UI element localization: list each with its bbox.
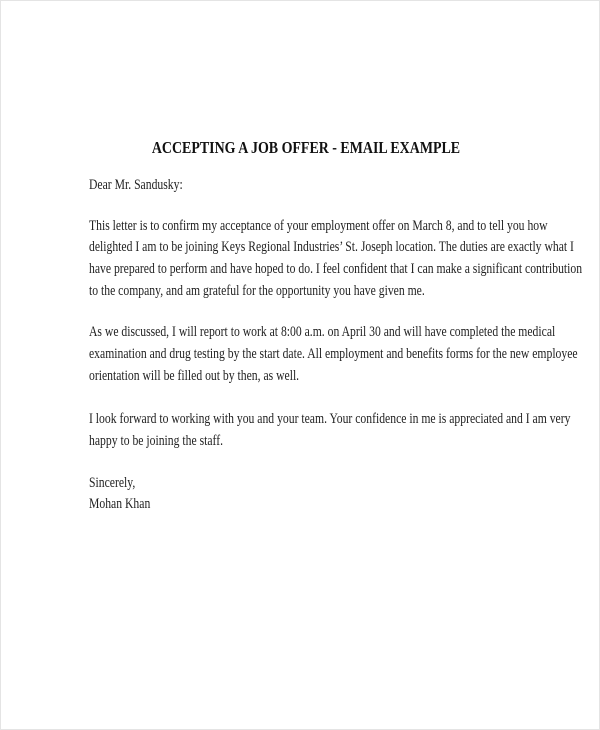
paragraph-1-line: This letter is to confirm my acceptance of your employment offer on March 8, and to tell you how — [89, 218, 548, 234]
title-text: ACCEPTING A JOB OFFER - EMAIL EXAMPLE — [151, 138, 461, 157]
paragraph-1-line: to the company, and am grateful for the opportunity you have given me. — [89, 283, 425, 299]
paragraph-1-line: delighted I am to be joining Keys Regional Industries’ St. Joseph location. The duties are exactly what I — [89, 239, 574, 255]
paragraph-2-line: examination and drug testing by the start date. All employment and benefits forms for the new employee — [89, 346, 578, 362]
document-title — [1, 138, 600, 158]
paragraph-2-line: orientation will be filled out by then, as well. — [89, 368, 300, 384]
paragraph-2-line: As we discussed, I will report to work at 8:00 a.m. on April 30 and will have completed the medical — [89, 324, 556, 340]
salutation: Dear Mr. Sandusky: — [89, 177, 183, 193]
paragraph-1-line: have prepared to perform and have hoped to do. I feel confident that I can make a significant contribution — [89, 261, 583, 277]
paragraph-3-line: I look forward to working with you and your team. Your confidence in me is appreciated and I am very — [89, 411, 571, 427]
closing: Sincerely, — [89, 475, 136, 491]
signature: Mohan Khan — [89, 496, 151, 512]
paragraph-3-line: happy to be joining the staff. — [89, 433, 224, 449]
